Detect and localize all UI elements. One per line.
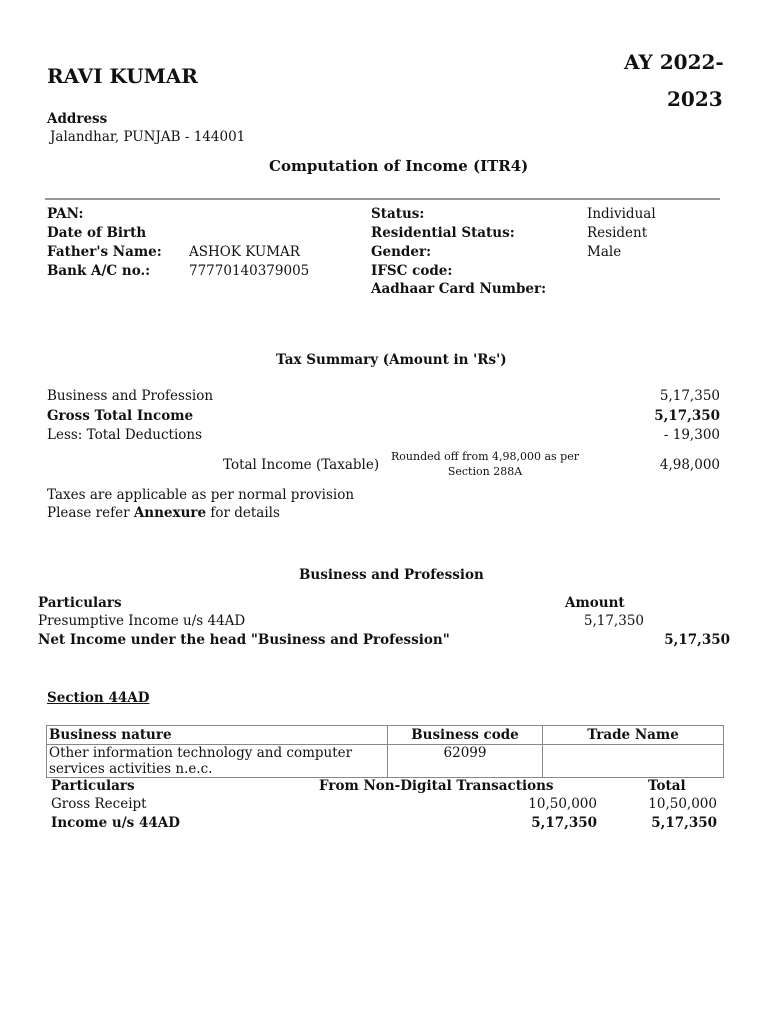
total-income-label: Total Income (Taxable) bbox=[223, 457, 380, 473]
ad-particulars-header: Particulars bbox=[51, 778, 135, 794]
father-name-label: Father's Name: bbox=[47, 244, 162, 260]
ad-total-header: Total bbox=[648, 778, 686, 794]
bp-particulars-header: Particulars bbox=[38, 595, 122, 611]
header-divider bbox=[45, 198, 720, 200]
business-nature-line1: Other information technology and computer bbox=[49, 745, 353, 761]
trade-name-header: Trade Name bbox=[543, 726, 724, 745]
total-deductions-label: Less: Total Deductions bbox=[47, 427, 203, 443]
section-44ad-heading: Section 44AD bbox=[47, 690, 150, 706]
business-code-cell: 62099 bbox=[388, 745, 543, 778]
gross-total-income-label: Gross Total Income bbox=[47, 408, 194, 424]
ad-nondigital-header: From Non-Digital Transactions bbox=[319, 778, 554, 794]
pan-label: PAN: bbox=[47, 206, 84, 222]
tax-note-suffix: for details bbox=[206, 505, 280, 521]
residential-status-value: Resident bbox=[587, 225, 648, 241]
total-income-value: 4,98,000 bbox=[659, 457, 720, 473]
net-income-bp-label: Net Income under the head "Business and Profession" bbox=[38, 632, 450, 648]
address-value: Jalandhar, PUNJAB - 144001 bbox=[50, 129, 246, 145]
bp-amount-header: Amount bbox=[565, 595, 625, 611]
address-label: Address bbox=[47, 111, 108, 127]
tax-summary-heading: Tax Summary (Amount in 'Rs') bbox=[276, 352, 507, 368]
business-nature-table bbox=[46, 725, 724, 778]
taxpayer-name: RAVI KUMAR bbox=[47, 64, 198, 88]
ifsc-label: IFSC code: bbox=[371, 263, 453, 279]
aadhaar-label: Aadhaar Card Number: bbox=[371, 281, 547, 297]
document-title: Computation of Income (ITR4) bbox=[269, 157, 529, 175]
gender-value: Male bbox=[587, 244, 622, 260]
tax-note-line2 bbox=[47, 505, 280, 521]
business-profession-heading: Business and Profession bbox=[299, 567, 484, 583]
business-nature-line2: services activities n.e.c. bbox=[49, 761, 213, 777]
status-value: Individual bbox=[587, 206, 656, 222]
assessment-year-line1: AY 2022- bbox=[624, 50, 724, 74]
business-profession-value: 5,17,350 bbox=[659, 388, 720, 404]
total-deductions-value: - 19,300 bbox=[663, 427, 720, 443]
assessment-year-line2: 2023 bbox=[667, 87, 723, 111]
father-name-value: ASHOK KUMAR bbox=[189, 244, 300, 260]
gross-receipt-label: Gross Receipt bbox=[51, 796, 147, 812]
gross-receipt-total: 10,50,000 bbox=[648, 796, 717, 812]
income-44ad-label: Income u/s 44AD bbox=[51, 815, 180, 831]
business-nature-header: Business nature bbox=[47, 726, 388, 745]
status-label: Status: bbox=[371, 206, 425, 222]
rounded-off-note-line2: Section 288A bbox=[447, 465, 523, 478]
tax-note-line1: Taxes are applicable as per normal provision bbox=[47, 487, 355, 503]
bank-account-value: 77770140379005 bbox=[189, 263, 310, 279]
dob-label: Date of Birth bbox=[47, 225, 147, 241]
annexure-link-text: Annexure bbox=[133, 505, 207, 521]
gender-label: Gender: bbox=[371, 244, 432, 260]
residential-status-label: Residential Status: bbox=[371, 225, 515, 241]
presumptive-income-value: 5,17,350 bbox=[583, 613, 644, 629]
rounded-off-note-line1: Rounded off from 4,98,000 as per bbox=[391, 450, 579, 463]
presumptive-income-label: Presumptive Income u/s 44AD bbox=[38, 613, 246, 629]
gross-receipt-nondigital: 10,50,000 bbox=[528, 796, 597, 812]
gross-total-income-value: 5,17,350 bbox=[654, 408, 720, 424]
income-44ad-nondigital: 5,17,350 bbox=[531, 815, 597, 831]
business-nature-cell bbox=[47, 745, 388, 778]
trade-name-cell bbox=[543, 745, 724, 778]
bank-account-label: Bank A/C no.: bbox=[47, 263, 151, 279]
tax-note-prefix: Please refer bbox=[47, 505, 134, 521]
net-income-bp-value: 5,17,350 bbox=[664, 632, 730, 648]
income-44ad-total: 5,17,350 bbox=[651, 815, 717, 831]
business-code-header: Business code bbox=[388, 726, 543, 745]
business-profession-label: Business and Profession bbox=[47, 388, 214, 404]
